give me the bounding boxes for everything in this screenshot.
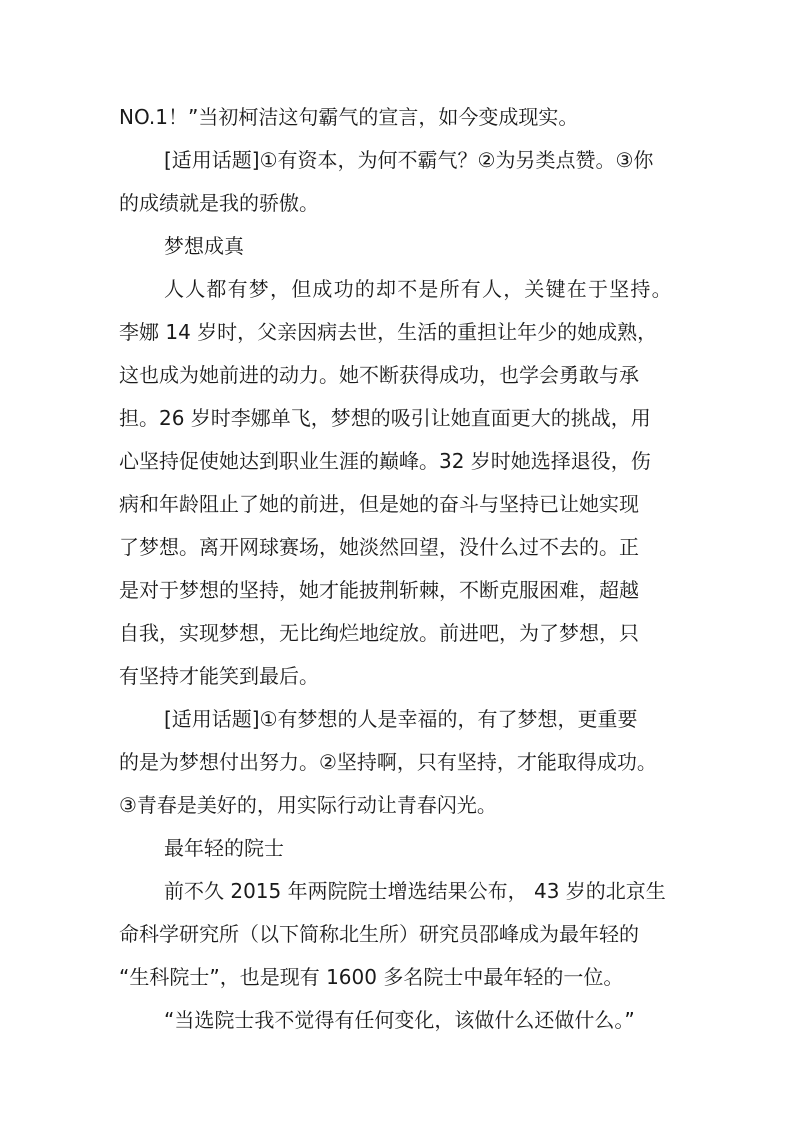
text-line-1: NO.1！”当初柯洁这句霸气的宣言，如今变成现实。 <box>119 105 579 129</box>
paragraph-academician-line-3: “生科院士”，也是现有 1600 多名院士中最年轻的一位。 <box>119 965 624 989</box>
applicable-topics-1-line-1: [适用话题]①有资本，为何不霸气？②为另类点赞。③你 <box>164 148 654 172</box>
paragraph-dream-line-8: 是对于梦想的坚持，她才能披荆斩棘，不断克服困难，超越 <box>119 578 639 602</box>
paragraph-dream-line-3: 这也成为她前进的动力。她不断获得成功，也学会勇敢与承 <box>119 363 639 387</box>
quote-line: “当选院士我不觉得有任何变化，该做什么还做什么。” <box>164 1008 635 1032</box>
paragraph-academician-line-2: 命科学研究所（以下简称北生所）研究员邵峰成为最年轻的 <box>119 922 639 946</box>
paragraph-dream-line-10: 有坚持才能笑到最后。 <box>119 664 319 688</box>
paragraph-academician-line-1: 前不久 2015 年两院院士增选结果公布， 43 岁的北京生 <box>164 879 666 903</box>
paragraph-dream-line-5: 心坚持促使她达到职业生涯的巅峰。32 岁时她选择退役，伤 <box>119 449 651 473</box>
paragraph-dream-line-1: 人人都有梦，但成功的却不是所有人，关键在于坚持。 <box>164 277 673 301</box>
paragraph-dream-line-4: 担。26 岁时李娜单飞，梦想的吸引让她直面更大的挑战，用 <box>119 406 651 430</box>
paragraph-dream-line-9: 自我，实现梦想，无比绚烂地绽放。前进吧，为了梦想，只 <box>119 621 639 645</box>
applicable-topics-2-line-3: ③青春是美好的，用实际行动让青春闪光。 <box>119 793 497 817</box>
section-heading-dream: 梦想成真 <box>164 234 244 258</box>
paragraph-dream-line-7: 了梦想。离开网球赛场，她淡然回望，没什么过不去的。正 <box>119 535 639 559</box>
section-heading-youngest-academician: 最年轻的院士 <box>164 836 284 860</box>
applicable-topics-1-line-2: 的成绩就是我的骄傲。 <box>119 191 319 215</box>
applicable-topics-2-line-1: [适用话题]①有梦想的人是幸福的，有了梦想，更重要 <box>164 707 638 731</box>
paragraph-dream-line-2: 李娜 14 岁时，父亲因病去世，生活的重担让年少的她成熟， <box>119 320 658 344</box>
paragraph-dream-line-6: 病和年龄阻止了她的前进，但是她的奋斗与坚持已让她实现 <box>119 492 639 516</box>
applicable-topics-2-line-2: 的是为梦想付出努力。②坚持啊，只有坚持，才能取得成功。 <box>119 750 657 774</box>
